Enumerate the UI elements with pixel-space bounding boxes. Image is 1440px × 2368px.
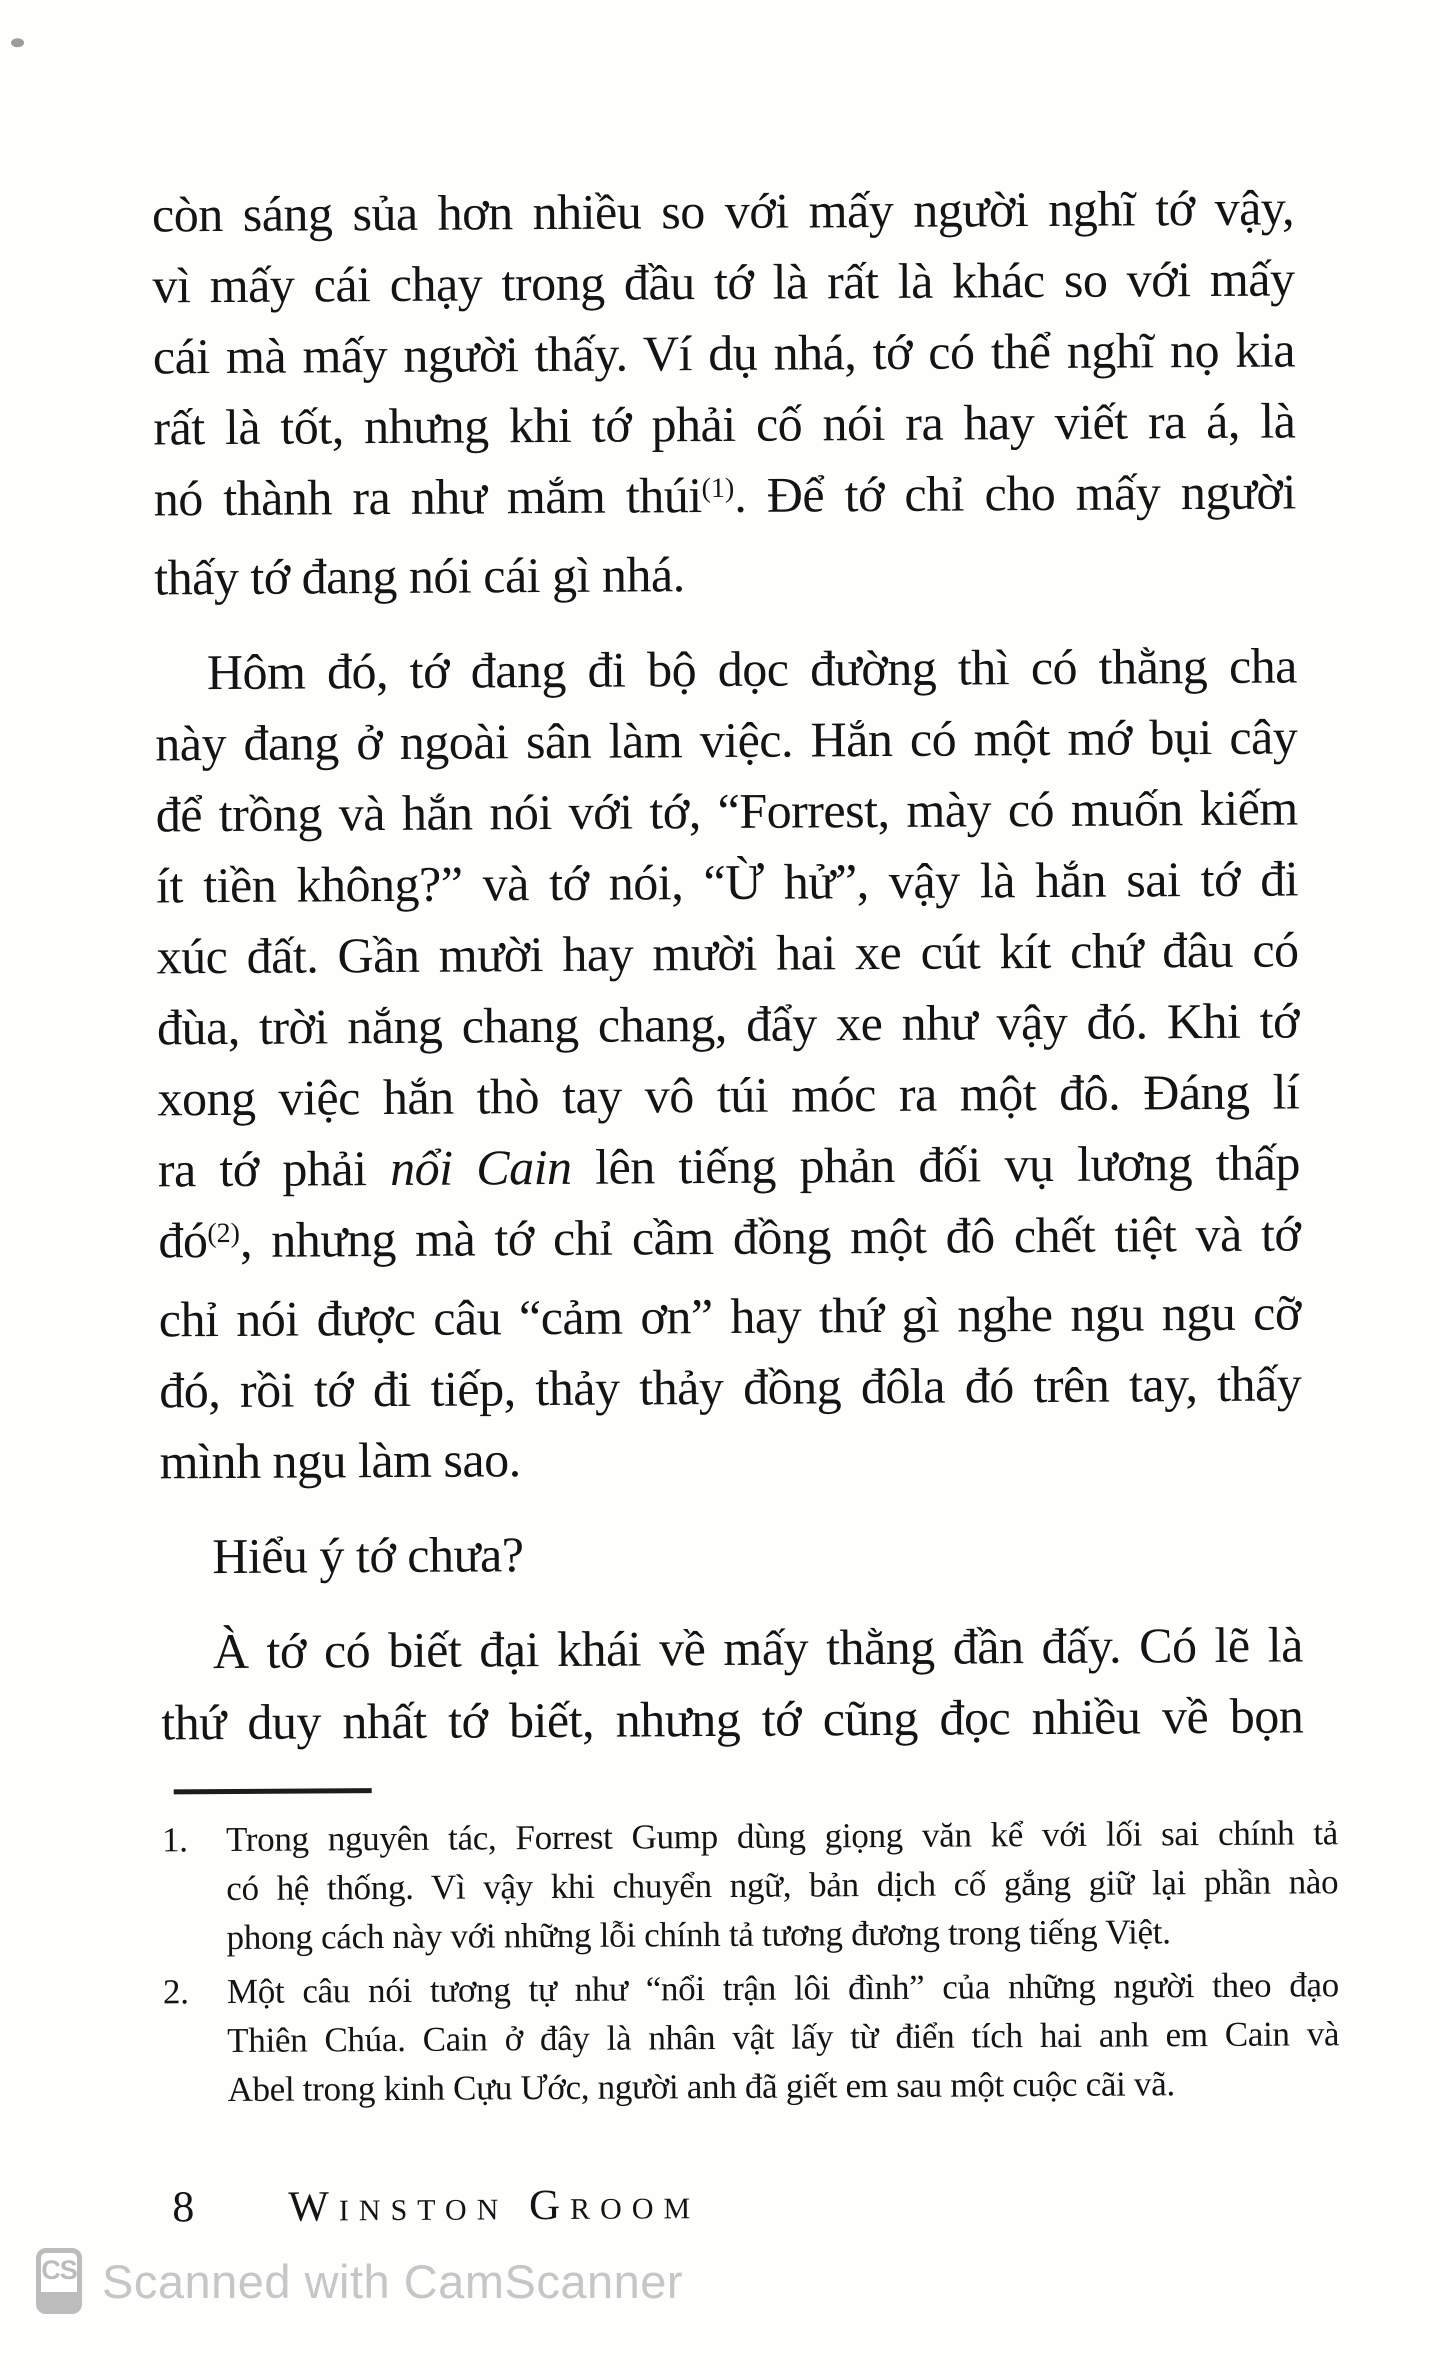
footnote-number: 1. xyxy=(161,1820,188,1860)
text-line: đùa, trời nắng chang chang, đẩy xe như vậy đó. Khi tớ xyxy=(156,992,1300,1056)
text-line: chỉ nói được câu “cảm ơn” hay thứ gì nghe ngu ngu cỡ xyxy=(158,1284,1301,1348)
text-line: rất là tốt, nhưng khi tớ phải cố nói ra hay viết ra á, là xyxy=(153,392,1296,456)
text-segment: ra tớ phải xyxy=(157,1140,391,1198)
page-text xyxy=(152,172,1304,1758)
page-number: 8 xyxy=(172,2182,195,2232)
text-line: Một câu nói tương tự như “nổi trận lôi đình” của những người theo đạo xyxy=(226,1965,1340,2012)
footnote-marker-2: (2) xyxy=(207,1218,241,1250)
text-line: Thiên Chúa. Cain ở đây là nhân vật lấy từ điển tích hai anh em Cain và xyxy=(227,2014,1340,2061)
text-segment: . Để tớ chỉ cho mấy người xyxy=(734,463,1296,523)
paragraph xyxy=(161,1609,1304,1758)
footnotes-section xyxy=(162,1808,1340,2114)
text-line: vì mấy cái chạy trong đầu tớ là rất là khác so với mấy xyxy=(152,250,1295,314)
text-line xyxy=(158,1127,1300,1205)
text-line: Trong nguyên tác, Forrest Gump dùng giọng văn kể với lối sai chính tả xyxy=(225,1813,1339,1860)
footnote-divider xyxy=(174,1788,372,1794)
camscanner-label: Scanned with CamScanner xyxy=(102,2254,684,2308)
camscanner-watermark xyxy=(36,2248,683,2314)
text-line xyxy=(154,456,1296,542)
footnote-text xyxy=(226,1808,1339,1962)
footnote-number: 2. xyxy=(162,1972,189,2012)
text-line: xong việc hắn thò tay vô túi móc ra một đô. Đáng lí xyxy=(157,1063,1300,1127)
page-footer xyxy=(172,2178,700,2232)
text-line: đó, rồi tớ đi tiếp, thảy thảy đồng đôla đó trên tay, thấy xyxy=(159,1355,1302,1419)
text-line: cái mà mấy người thấy. Ví dụ nhá, tớ có thể nghĩ nọ kia xyxy=(152,321,1296,385)
text-segment: lên tiếng phản đối vụ lương thấp xyxy=(571,1134,1301,1195)
text-line: xúc đất. Gần mười hay mười hai xe cút kít chứ đâu có xyxy=(156,921,1299,985)
footnote-text xyxy=(227,1960,1340,2114)
text-line: ít tiền không?” và tớ nói, “Ừ hử”, vậy là hắn sai tớ đi xyxy=(155,850,1299,914)
text-segment: , nhưng mà tớ chỉ cầm đồng một đô chết tiệt và tớ xyxy=(239,1205,1301,1268)
paragraph xyxy=(160,1514,1302,1592)
paragraph xyxy=(152,172,1297,613)
footnote xyxy=(162,1808,1339,1962)
text-line: thứ duy nhất tớ biết, nhưng tớ cũng đọc nhiều về bọn xyxy=(161,1687,1304,1751)
cs-logo-band xyxy=(41,2292,77,2309)
paragraph xyxy=(155,630,1302,1497)
text-line xyxy=(158,1198,1300,1284)
text-line: này đang ở ngoài sân làm việc. Hắn có một mớ bụi cây xyxy=(155,708,1298,772)
text-line: có hệ thống. Vì vậy khi chuyển ngữ, bản dịch cố gắng giữ lại phần nào xyxy=(226,1862,1339,1909)
text-line: Hôm đó, tớ đang đi bộ dọc đường thì có thằng cha xyxy=(206,637,1298,701)
text-line: phong cách này với những lỗi chính tả tương đương trong tiếng Việt. xyxy=(226,1912,1171,1958)
text-line: còn sáng sủa hơn nhiều so với mấy người nghĩ tớ vậy, xyxy=(151,179,1295,243)
text-line: mình ngu làm sao. xyxy=(159,1431,521,1490)
text-line: Hiểu ý tớ chưa? xyxy=(212,1526,524,1585)
text-segment: nó thành ra như mắm thúi xyxy=(153,467,702,527)
running-footer-author: Winston Groom xyxy=(288,2181,701,2231)
text-line: Abel trong kinh Cựu Ước, người anh đã giết em sau một cuộc cãi vã. xyxy=(227,2064,1175,2110)
text-line: thấy tớ đang nói cái gì nhá. xyxy=(154,546,685,606)
footnote-marker-1: (1) xyxy=(701,473,735,505)
text-line: À tớ có biết đại khái về mấy thằng đần đấy. Có lẽ là xyxy=(212,1616,1303,1680)
scan-artifact-speck xyxy=(11,38,24,47)
camscanner-logo-icon xyxy=(36,2248,82,2314)
text-line: để trồng và hắn nói với tớ, “Forrest, mày có muốn kiếm xyxy=(155,779,1298,843)
italic-phrase: nổi Cain xyxy=(390,1138,572,1197)
cs-logo-text: CS xyxy=(41,2255,77,2285)
text-segment: đó xyxy=(158,1212,208,1269)
footnote xyxy=(163,1960,1340,2114)
